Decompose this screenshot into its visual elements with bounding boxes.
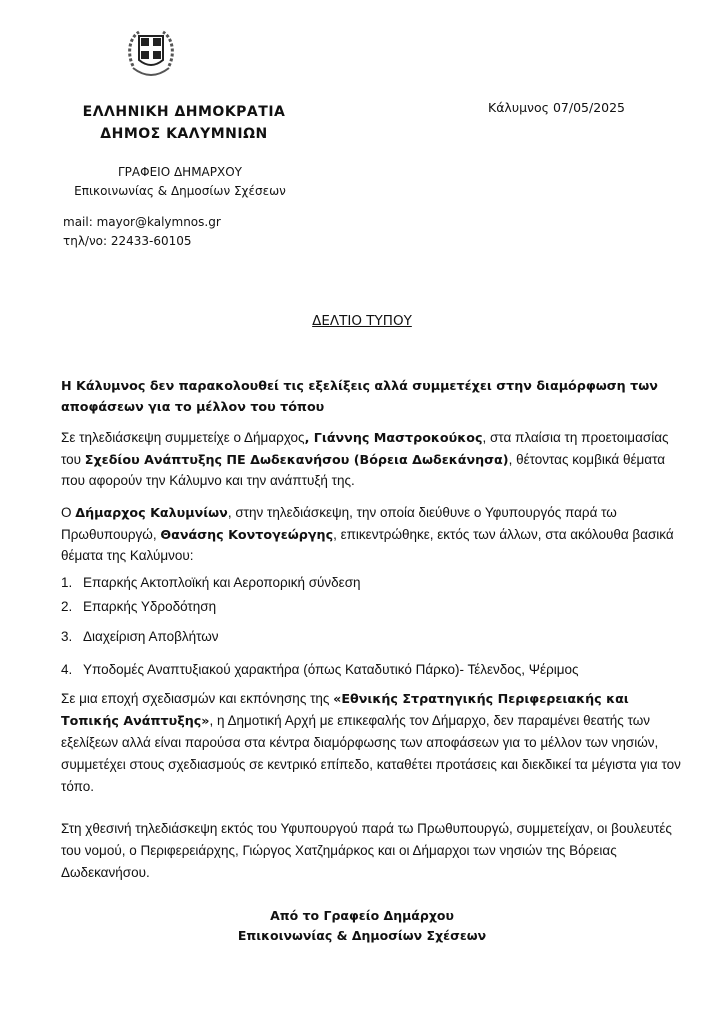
list-item xyxy=(61,629,219,644)
paragraph-3-bold-1: «Εθνικής Στρατηγικής Περιφερειακής και Τοπικής Ανάπτυξης» xyxy=(61,691,629,728)
list-item xyxy=(61,599,216,614)
paragraph-2-text-3: , επικεντρώθηκε, εκτός των άλλων, στα ακόλουθα βασικά θέματα της Καλύμνου: xyxy=(61,526,674,563)
lead-heading: Η Κάλυμνος δεν παρακολουθεί τις εξελίξεις αλλά συμμετέχει στην διαμόρφωση των αποφάσεων για το μέλλον του τόπου xyxy=(61,378,658,414)
paragraph-3 xyxy=(61,688,681,798)
list-item xyxy=(61,662,579,677)
header-municipality: ΔΗΜΟΣ ΚΑΛΥΜΝΙΩΝ xyxy=(100,126,268,142)
list-item-text: Επαρκής Ακτοπλοϊκή και Αεροπορική σύνδεση xyxy=(83,575,361,590)
paragraph-2 xyxy=(61,502,681,567)
header-mail: mail: mayor@kalymnos.gr xyxy=(63,215,221,229)
paragraph-4: Στη χθεσινή τηλεδιάσκεψη εκτός του Υφυπουργού παρά τω Πρωθυπουργώ, συμμετείχαν, οι βουλευτές του νομού, ο Περιφερειάρχης, Γιώργος Χατζημάρκος και οι Δήμαρχοι των νησιών της Βόρειας Δωδεκανήσου. xyxy=(61,821,672,880)
paragraph-1 xyxy=(61,427,681,492)
paragraph-1-bold-2: Σχεδίου Ανάπτυξης ΠΕ Δωδεκανήσου (Βόρεια Δωδεκάνησα) xyxy=(84,451,509,467)
list-item-number: 3. xyxy=(61,629,73,644)
paragraph-2-bold-2: Θανάσης Κοντογεώργης xyxy=(160,526,334,542)
coat-of-arms-icon xyxy=(123,24,179,84)
list-item-number: 4. xyxy=(61,662,73,677)
list-item xyxy=(61,575,361,590)
list-item-text: Διαχείριση Αποβλήτων xyxy=(83,629,219,644)
paragraph-1-bold-1: , Γιάννης Μαστροκούκος xyxy=(304,430,483,445)
document-title: ΔΕΛΤΙΟ ΤΥΠΟΥ xyxy=(312,313,412,329)
paragraph-3-text-2: , η Δημοτική Αρχή με επικεφαλής τον Δήμαρχο, δεν παραμένει θεατής των εξελίξεων αλλά είναι παρούσα στα κέντρα διαμόρφωσης των αποφάσεων για το μέλλον των νησιών, συμμετέχει στους σχεδιασμούς σε κεντρικό επίπεδο, καταθέτει προτάσεις και διεκδικεί τα μέγιστα για τον τόπο. xyxy=(61,713,681,794)
header-phone: τηλ/νο: 22433-60105 xyxy=(63,234,192,248)
paragraph-2-text-1: Ο xyxy=(61,505,76,520)
signature-line-2: Επικοινωνίας & Δημοσίων Σχέσεων xyxy=(237,928,487,943)
signature-line-1: Από το Γραφείο Δημάρχου xyxy=(270,908,454,923)
list-item-number: 2. xyxy=(61,599,73,614)
list-item-number: 1. xyxy=(61,575,73,590)
header-office: ΓΡΑΦΕΙΟ ΔΗΜΑΡΧΟΥ xyxy=(118,165,242,179)
paragraph-2-text-2: , στην τηλεδιάσκεψη, την οποία διεύθυνε ο Υφυπουργός παρά τω Πρωθυπουργώ, xyxy=(61,505,617,542)
paragraph-2-bold-1: Δήμαρχος Καλυμνίων xyxy=(75,505,228,520)
header-country: ΕΛΛΗΝΙΚΗ ΔΗΜΟΚΡΑΤΙΑ xyxy=(82,104,286,120)
document-date: Κάλυμνος 07/05/2025 xyxy=(488,100,626,115)
list-item-text: Υποδομές Αναπτυξιακού χαρακτήρα (όπως Καταδυτικό Πάρκο)- Τέλενδος, Ψέριμος xyxy=(83,662,579,677)
paragraph-1-text-2: , στα πλαίσια τη προετοιμασίας του xyxy=(61,430,669,467)
paragraph-1-text-1: Σε τηλεδιάσκεψη συμμετείχε ο Δήμαρχος xyxy=(61,430,305,445)
paragraph-1-text-3: , θέτοντας κομβικά θέματα που αφορούν την Κάλυμνο και την ανάπτυξή της. xyxy=(61,451,666,488)
paragraph-3-text-1: Σε μια εποχή σχεδιασμών και εκπόνησης της xyxy=(61,691,334,706)
header-department: Επικοινωνίας & Δημοσίων Σχέσεων xyxy=(74,184,286,198)
list-item-text: Επαρκής Υδροδότηση xyxy=(83,599,217,614)
